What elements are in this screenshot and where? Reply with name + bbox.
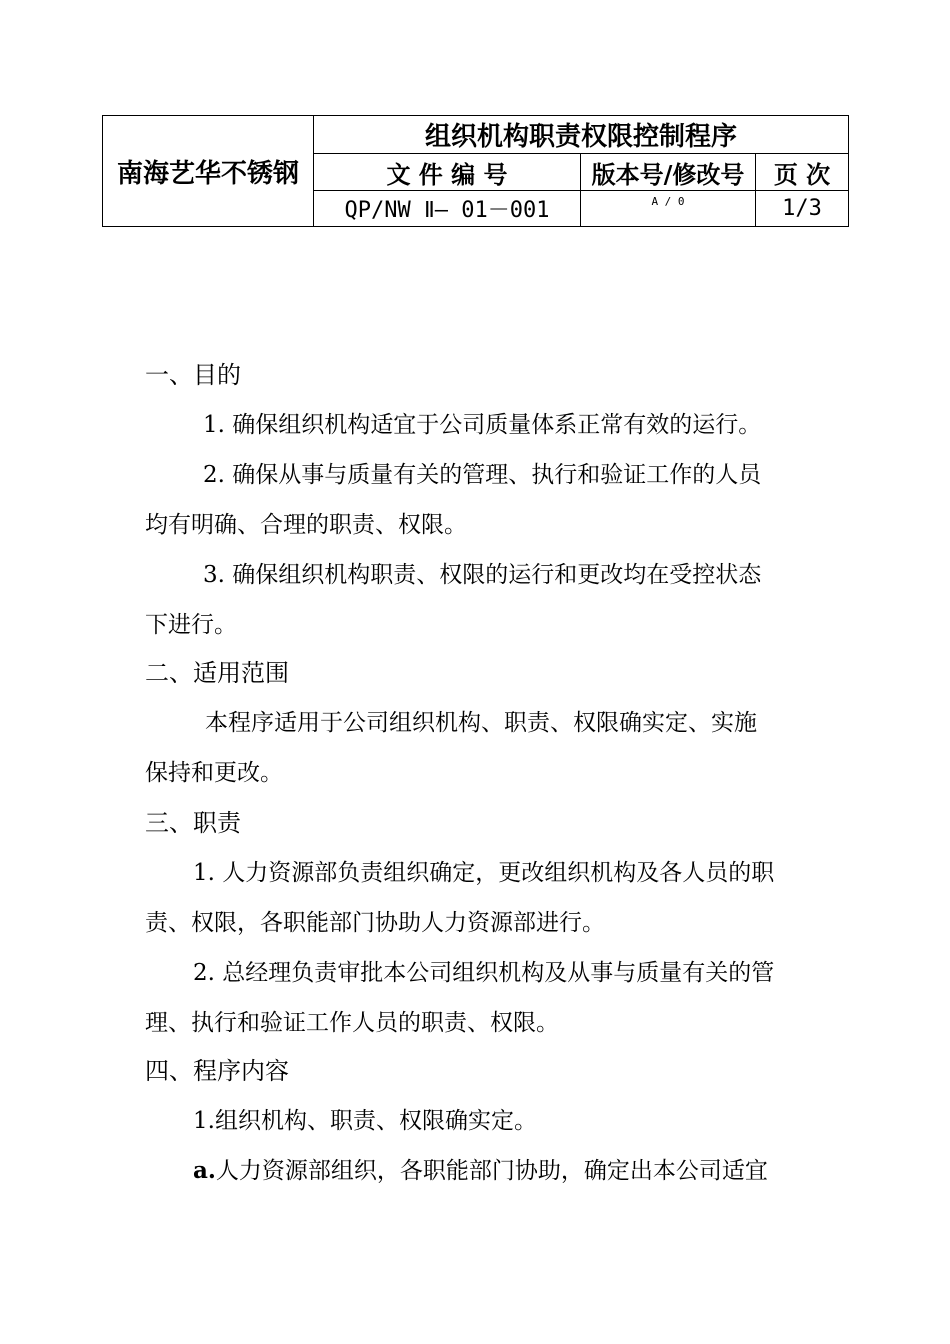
page-label: 页 次 — [756, 154, 849, 191]
scope-paragraph: 本程序适用于公司组织机构、职责、权限确实定、实施 — [205, 710, 757, 736]
responsibility-item-2-cont: 理、执行和验证工作人员的职责、权限。 — [145, 1010, 559, 1036]
responsibility-item-1-cont: 责、权限，各职能部门协助人力资源部进行。 — [145, 910, 605, 936]
section-heading-purpose: 一、目的 — [145, 361, 241, 389]
purpose-item-1: 1. 确保组织机构适宜于公司质量体系正常有效的运行。 — [203, 412, 762, 438]
scope-paragraph-cont: 保持和更改。 — [145, 760, 283, 786]
doc-number-value: QP/NW Ⅱ— 01－001 — [314, 191, 581, 227]
procedure-item-a-marker: a. — [193, 1157, 216, 1184]
procedure-item-a-text: 人力资源部组织，各职能部门协助，确定出本公司适宜 — [215, 1158, 768, 1184]
procedure-item-1: 1.组织机构、职责、权限确实定。 — [193, 1108, 537, 1134]
section-heading-scope: 二、适用范围 — [145, 659, 289, 687]
version-label: 版本号/修改号 — [581, 154, 756, 191]
document-header-table — [102, 115, 849, 227]
purpose-item-2-cont: 均有明确、合理的职责、权限。 — [145, 512, 467, 538]
version-value: A / 0 — [581, 191, 756, 227]
page-value: 1/3 — [756, 191, 849, 227]
section-heading-procedure: 四、程序内容 — [145, 1057, 289, 1085]
procedure-item-a — [193, 1156, 768, 1186]
purpose-item-3-cont: 下进行。 — [145, 612, 237, 638]
responsibility-item-2: 2. 总经理负责审批本公司组织机构及从事与质量有关的管 — [193, 960, 775, 986]
document-title: 组织机构职责权限控制程序 — [314, 116, 849, 154]
section-heading-responsibility: 三、职责 — [145, 809, 241, 837]
responsibility-item-1: 1. 人力资源部负责组织确定，更改组织机构及各人员的职 — [193, 860, 775, 886]
doc-number-label: 文 件 编 号 — [314, 154, 581, 191]
purpose-item-2: 2. 确保从事与质量有关的管理、执行和验证工作的人员 — [203, 462, 762, 488]
company-name: 南海艺华不锈钢 — [103, 116, 314, 227]
purpose-item-3: 3. 确保组织机构职责、权限的运行和更改均在受控状态 — [203, 562, 762, 588]
